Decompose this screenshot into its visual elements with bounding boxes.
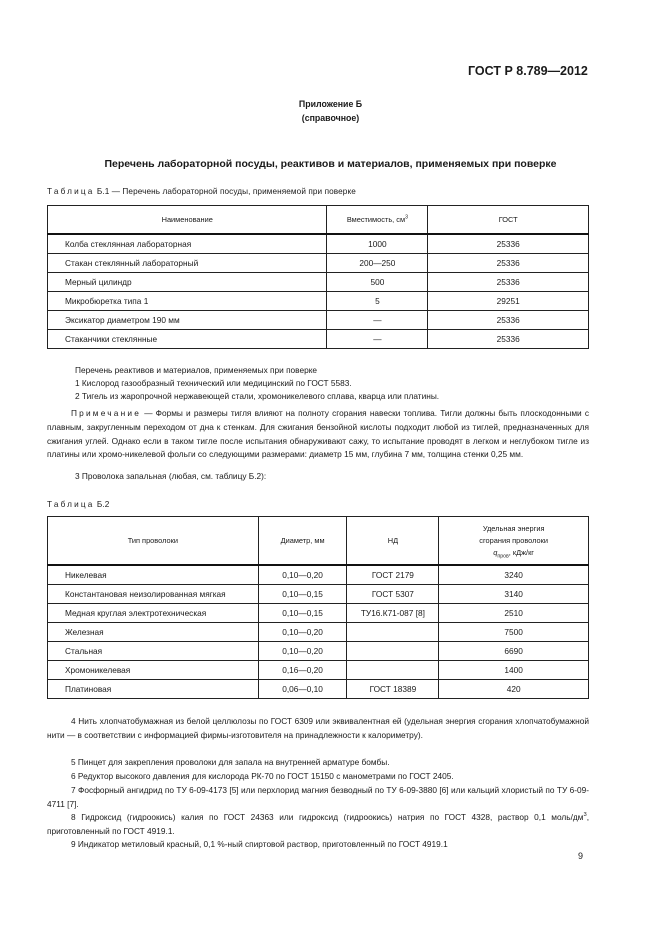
energy-symbol: q [493, 547, 498, 557]
labware-table-cell: — [327, 330, 428, 349]
wire-table-cell: 7500 [439, 623, 589, 642]
wire-table-cell: Железная [48, 623, 259, 642]
list-item-2: 2 Тигель из жаропрочной нержавеющей стали, хромоникелевого сплава, кварца или платины. [75, 391, 440, 401]
list-item-6: 6 Редуктор высокого давления для кислорода РК-70 по ГОСТ 15150 с манометрами по ГОСТ 2405. [71, 771, 454, 781]
wire-table-cell: 0,06—0,10 [258, 680, 347, 699]
labware-table-cell: Колба стеклянная лабораторная [48, 234, 327, 254]
labware-table-row [48, 292, 589, 311]
column-header-capacity [327, 206, 428, 235]
column-header-energy [439, 517, 589, 566]
section-title: Перечень лабораторной посуды, реактивов и материалов, применяемых при поверке [104, 158, 557, 170]
wire-table-cell: 0,10—0,15 [258, 585, 347, 604]
list-item-9: 9 Индикатор метиловый красный, 0,1 %-ный спиртовой раствор, приготовленный по ГОСТ 4919.1 [71, 839, 448, 849]
wire-table-cell: 1400 [439, 661, 589, 680]
table-ignition-wire [47, 516, 589, 699]
wire-table-cell: 2510 [439, 604, 589, 623]
list-item-8-tail: , приготовленный по ГОСТ 4919.1. [47, 812, 589, 836]
energy-header-line2: сгорания проволоки [479, 535, 549, 545]
note-label: Примечание [71, 408, 142, 418]
wire-table-cell: Константановая неизолированная мягкая [48, 585, 259, 604]
list-item-1: 1 Кислород газообразный технический или медицинский по ГОСТ 5583. [75, 378, 352, 388]
wire-table-cell: 3140 [439, 585, 589, 604]
labware-table-row [48, 234, 589, 254]
list-item-8 [47, 811, 589, 839]
wire-table-row [48, 680, 589, 699]
wire-table-cell [347, 642, 439, 661]
wire-table-row [48, 623, 589, 642]
page-number: 9 [578, 851, 584, 861]
list-item-8-sup: 3 [583, 812, 587, 819]
labware-table-cell: 25336 [428, 254, 589, 273]
table1-caption-label: Таблица [47, 187, 95, 196]
wire-table-row [48, 565, 589, 585]
labware-table-cell: 29251 [428, 292, 589, 311]
table2-caption-label: Таблица [47, 500, 95, 509]
wire-table-cell: 420 [439, 680, 589, 699]
labware-table-cell: 25336 [428, 273, 589, 292]
energy-unit: , кДж/кг [508, 547, 535, 557]
wire-table-cell: ГОСТ 18389 [347, 680, 439, 699]
column-header-gost: ГОСТ [428, 206, 589, 235]
table2-caption-text: Б.2 [94, 500, 110, 509]
appendix-heading [0, 97, 661, 125]
labware-table-cell: Стакан стеклянный лабораторный [48, 254, 327, 273]
labware-table-cell: 5 [327, 292, 428, 311]
labware-table-cell: Мерный цилиндр [48, 273, 327, 292]
labware-table-row [48, 330, 589, 349]
labware-table-cell: Эксикатор диаметром 190 мм [48, 311, 327, 330]
list-item-3: 3 Проволока запальная (любая, см. таблицу Б.2): [75, 471, 267, 481]
labware-table-cell: 25336 [428, 330, 589, 349]
note-paragraph [47, 407, 589, 462]
wire-table-cell: Никелевая [48, 565, 259, 585]
labware-table-cell: 25336 [428, 311, 589, 330]
list-item-4: 4 Нить хлопчатобумажная из белой целлюлозы по ГОСТ 6309 или эквивалентная ей (удельная энергия сгорания хлопчатобумажной нити — в соответствии с информацией фирмы-изготовителя на принадлежности к калориметру). [47, 716, 589, 740]
labware-table-row [48, 254, 589, 273]
labware-table-cell: Стаканчики стеклянные [48, 330, 327, 349]
capacity-header-text: Вместимость, см [346, 215, 406, 224]
column-header-normative-doc: НД [347, 517, 439, 566]
list-item-8-text: 8 Гидроксид (гидроокись) калия по ГОСТ 24363 или гидроксид (гидроокись) натрия по ГОСТ 4328, раствор 0,1 моль/дм [71, 812, 584, 822]
table1-caption-text: Б.1 — Перечень лабораторной посуды, применяемой при поверке [94, 187, 356, 196]
appendix-title: Приложение Б [298, 99, 363, 109]
wire-table-row [48, 661, 589, 680]
capacity-header-sup: 3 [405, 214, 408, 221]
wire-table-cell: Хромоникелевая [48, 661, 259, 680]
table1-caption [47, 187, 356, 196]
labware-table-cell: 200—250 [327, 254, 428, 273]
wire-table-cell: Платиновая [48, 680, 259, 699]
wire-table-cell: 0,16—0,20 [258, 661, 347, 680]
labware-table-cell: 25336 [428, 234, 589, 254]
wire-table-cell [347, 661, 439, 680]
energy-header-line1: Удельная энергия [482, 523, 545, 533]
labware-table-row [48, 273, 589, 292]
wire-table-cell: 0,10—0,15 [258, 604, 347, 623]
wire-table-row [48, 642, 589, 661]
wire-table-row [48, 604, 589, 623]
table-labware [47, 205, 589, 349]
wire-table-cell: Стальная [48, 642, 259, 661]
labware-table-cell: Микробюретка типа 1 [48, 292, 327, 311]
labware-table-row [48, 311, 589, 330]
wire-table-cell: 0,10—0,20 [258, 623, 347, 642]
wire-table-cell: 0,10—0,20 [258, 642, 347, 661]
wire-table-cell [347, 623, 439, 642]
labware-table-cell: 1000 [327, 234, 428, 254]
wire-table-cell: 0,10—0,20 [258, 565, 347, 585]
labware-table-cell: — [327, 311, 428, 330]
reagents-list-intro: Перечень реактивов и материалов, применяемых при поверке [75, 365, 318, 375]
column-header-wire-type: Тип проволоки [48, 517, 259, 566]
wire-table-cell: ГОСТ 5307 [347, 585, 439, 604]
wire-table-cell: 6690 [439, 642, 589, 661]
appendix-subtitle: (справочное) [301, 113, 360, 123]
column-header-diameter: Диаметр, мм [258, 517, 347, 566]
energy-header-line3 [439, 547, 588, 559]
wire-table-row [48, 585, 589, 604]
wire-table-cell: Медная круглая электротехническая [48, 604, 259, 623]
document-id: ГОСТ Р 8.789—2012 [468, 64, 588, 78]
column-header-name: Наименование [48, 206, 327, 235]
list-item-5: 5 Пинцет для закрепления проволоки для запала на внутренней арматуре бомбы. [71, 757, 390, 767]
wire-table-cell: ГОСТ 2179 [347, 565, 439, 585]
labware-table-cell: 500 [327, 273, 428, 292]
table2-caption [47, 500, 109, 509]
list-item-7: 7 Фосфорный ангидрид по ТУ 6-09-4173 [5] или перхлорид магния безводный по ТУ 6-09-3880 [6] или кальций хлористый по ТУ 6-09-4711 [7]. [47, 785, 589, 809]
energy-symbol-sub: пров [497, 552, 509, 559]
wire-table-cell: 3240 [439, 565, 589, 585]
note-text: — Формы и размеры тигля влияют на полноту сгорания навески топлива. Тигли должны быть плоскодонными с плавным, закругленным переходом от дна к стенкам. Для сжигания бензойной кислоты подходит любой из тиглей, предназначенных для сжигания углей. Однако если в таком тигле после испытания обнаруживают сажу, то испытание проводят в легком и неглубоком тигле из платины или хромо-никелевой фольги со следующими размерами: диаметр 15 мм, глубина 7 мм, толщина стенки 0,25 мм. [47, 408, 589, 460]
wire-table-cell: ТУ16.К71-087 [8] [347, 604, 439, 623]
